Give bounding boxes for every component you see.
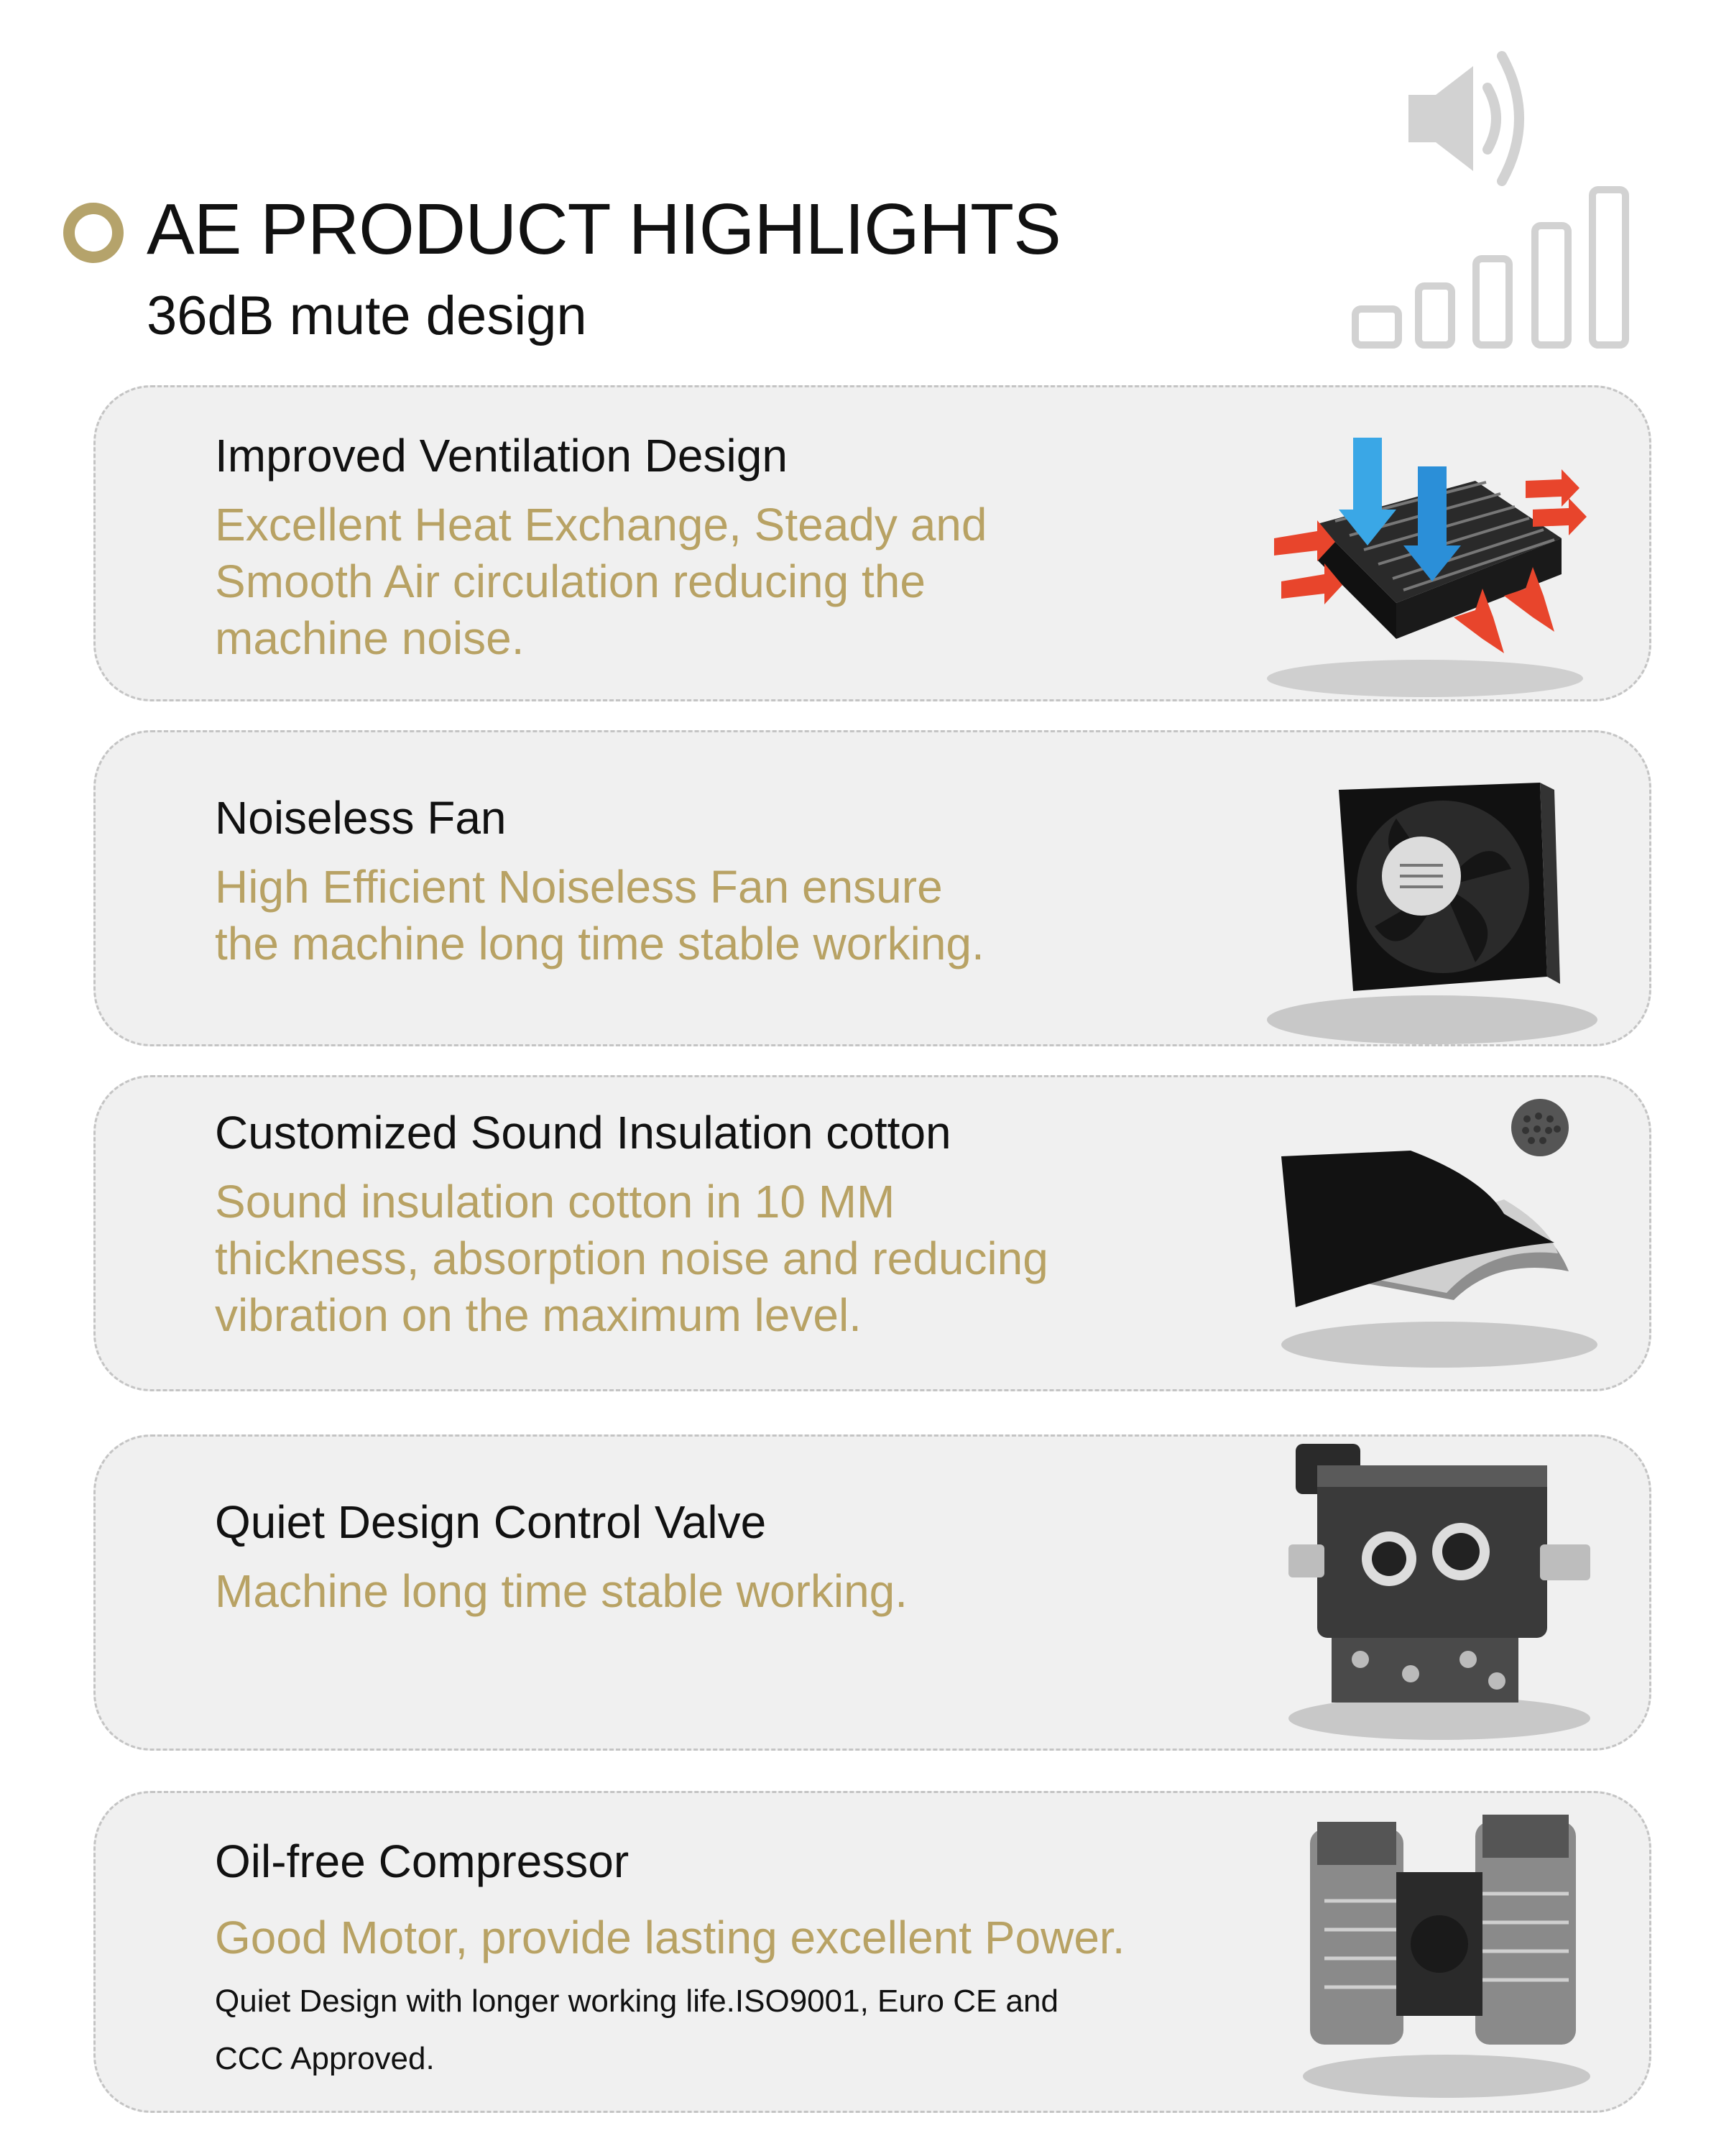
highlight-card-compressor bbox=[93, 1791, 1651, 2113]
highlight-card-ventilation bbox=[93, 385, 1651, 701]
highlight-card-fan bbox=[93, 730, 1651, 1046]
compressor-icon bbox=[1274, 1793, 1605, 2109]
card-note: Quiet Design with longer working life.ISO9001, Euro CE and CCC Approved. bbox=[215, 1984, 1059, 2076]
page-title: AE PRODUCT HIGHLIGHTS bbox=[147, 189, 1061, 270]
page-subtitle: 36dB mute design bbox=[147, 285, 587, 346]
card-title: Quiet Design Control Valve bbox=[215, 1496, 767, 1548]
card-title: Noiseless Fan bbox=[215, 792, 507, 844]
card-description: High Efficient Noiseless Fan ensure the machine long time stable working. bbox=[215, 861, 984, 969]
card-description: Excellent Heat Exchange, Steady and Smooth Air circulation reducing the machine noise. bbox=[215, 499, 987, 664]
card-description: Machine long time stable working. bbox=[215, 1565, 908, 1617]
highlight-card-insulation bbox=[93, 1075, 1651, 1391]
card-title: Improved Ventilation Design bbox=[215, 430, 788, 482]
card-description: Sound insulation cotton in 10 MM thickness, absorption noise and reducing vibration on the maximum level. bbox=[215, 1176, 1048, 1341]
control-valve-icon bbox=[1267, 1437, 1597, 1753]
circle-bullet-icon bbox=[63, 203, 124, 263]
card-title: Oil-free Compressor bbox=[215, 1835, 629, 1887]
signal-bars-icon bbox=[1355, 190, 1625, 345]
sound-level-graphic bbox=[1344, 43, 1660, 359]
highlight-card-valve bbox=[93, 1434, 1651, 1751]
card-title: Customized Sound Insulation cotton bbox=[215, 1107, 951, 1158]
insulation-cotton-icon bbox=[1267, 1092, 1597, 1379]
cooling-fan-icon bbox=[1260, 761, 1605, 1063]
speaker-volume-icon bbox=[1408, 56, 1519, 181]
heat-sink-airflow-icon bbox=[1245, 402, 1605, 704]
card-description: Good Motor, provide lasting excellent Power. bbox=[215, 1912, 1125, 1963]
